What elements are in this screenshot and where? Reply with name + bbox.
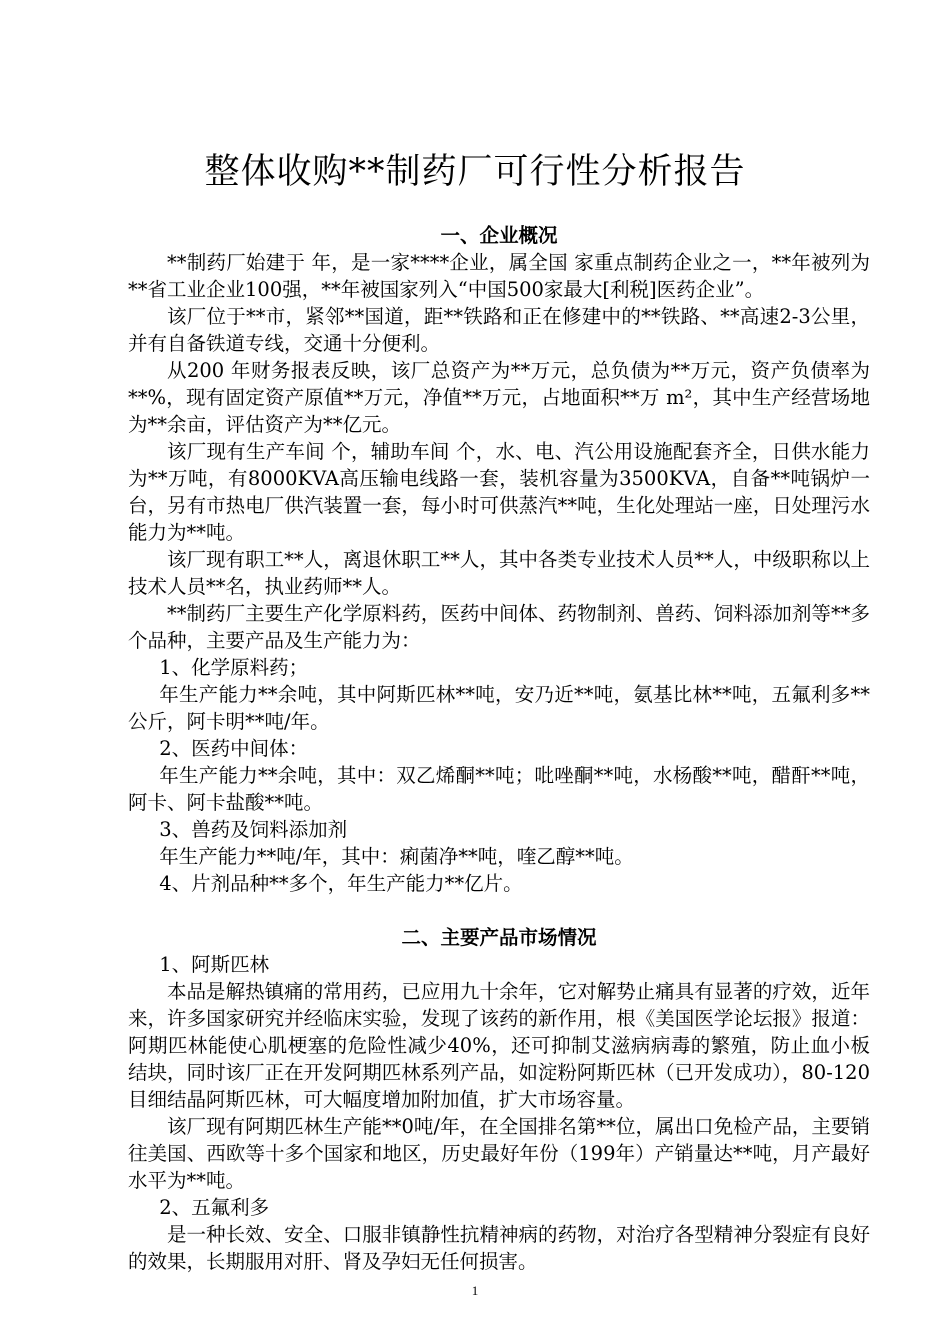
product-label: 1、化学原料药； xyxy=(159,656,309,679)
product-detail: 年生产能力**吨/年，其中：痢菌净**吨，喹乙醇**吨。 xyxy=(159,845,634,868)
product-detail: 年生产能力**余吨，其中阿斯匹林**吨，安乃近**吨，氨基比林**吨，五氟利多**公斤，阿卡明**吨/年。 xyxy=(128,683,870,733)
product-label: 4、片剂品种**多个，年生产能力**亿片。 xyxy=(159,872,523,895)
paragraph: **制药厂主要生产化学原料药，医药中间体、药物制剂、兽药、饲料添加剂等**多个品种，主要产品及生产能力为： xyxy=(128,602,870,652)
section-heading: 二、主要产品市场情况 xyxy=(401,926,597,949)
product-detail: 年生产能力**余吨，其中：双乙烯酮**吨；吡唑酮**吨，水杨酸**吨，醋酐**吨，阿卡、阿卡盐酸**吨。 xyxy=(128,764,870,814)
paragraph: 该厂现有阿期匹林生产能**0吨/年，在全国排名第**位，属出口免检产品，主要销往美国、西欧等十多个国家和地区，历史最好年份（199年）产销量达**吨，月产最好水平为**吨。 xyxy=(128,1115,870,1192)
product-label: 2、医药中间体： xyxy=(159,737,309,760)
item-label: 2、五氟利多 xyxy=(159,1196,270,1219)
document-body xyxy=(128,222,870,1275)
paragraph: 该厂现有职工**人，离退休职工**人，其中各类专业技术人员**人，中级职称以上技术人员**名，执业药师**人。 xyxy=(128,548,870,598)
section-heading: 一、企业概况 xyxy=(440,224,558,247)
paragraph: **制药厂始建于 年，是一家****企业，属全国 家重点制药企业之一，**年被列为**省工业企业100强，**年被国家列入“中国500家最大[利税]医药企业”。 xyxy=(128,251,870,301)
item-label: 1、阿斯匹林 xyxy=(159,953,270,976)
paragraph: 该厂现有生产车间 个，辅助车间 个，水、电、汽公用设施配套齐全，日供水能力为**万吨，有8000KVA高压输电线路一套，装机容量为3500KVA，自备**吨锅炉一台，另有市热电厂供汽装置一套，每小时可供蒸汽**吨，生化处理站一座，日处理污水能力为**吨。 xyxy=(128,440,870,544)
page-title: 整体收购**制药厂可行性分析报告 xyxy=(204,152,746,192)
paragraph: 本品是解热镇痛的常用药，已应用九十余年，它对解势止痛具有显著的疗效，近年来，许多国家研究并经临床实验，发现了该药的新作用，根《美国医学论坛报》报道：阿期匹林能使心肌梗塞的危险性减少40%，还可抑制艾滋病病毒的繁殖，防止血小板结块，同时该厂正在开发阿期匹林系列产品，如淀粉阿斯匹林（已开发成功），80-120目细结晶阿斯匹林，可大幅度增加附加值，扩大市场容量。 xyxy=(128,980,870,1111)
product-label: 3、兽药及饲料添加剂 xyxy=(159,818,348,841)
paragraph: 是一种长效、安全、口服非镇静性抗精神病的药物，对治疗各型精神分裂症有良好的效果，长期服用对肝、肾及孕妇无任何损害。 xyxy=(128,1223,870,1273)
paragraph: 从200 年财务报表反映，该厂总资产为**万元，总负债为**万元，资产负债率为**%，现有固定资产原值**万元，净值**万元，占地面积**万 m²，其中生产经营场地为**余亩，评估资产为**亿元。 xyxy=(128,359,870,436)
paragraph: 该厂位于**市，紧邻**国道，距**铁路和正在修建中的**铁路、**高速2-3公里，并有自备铁道专线，交通十分便利。 xyxy=(128,305,870,355)
page-number: 1 xyxy=(471,1283,479,1298)
